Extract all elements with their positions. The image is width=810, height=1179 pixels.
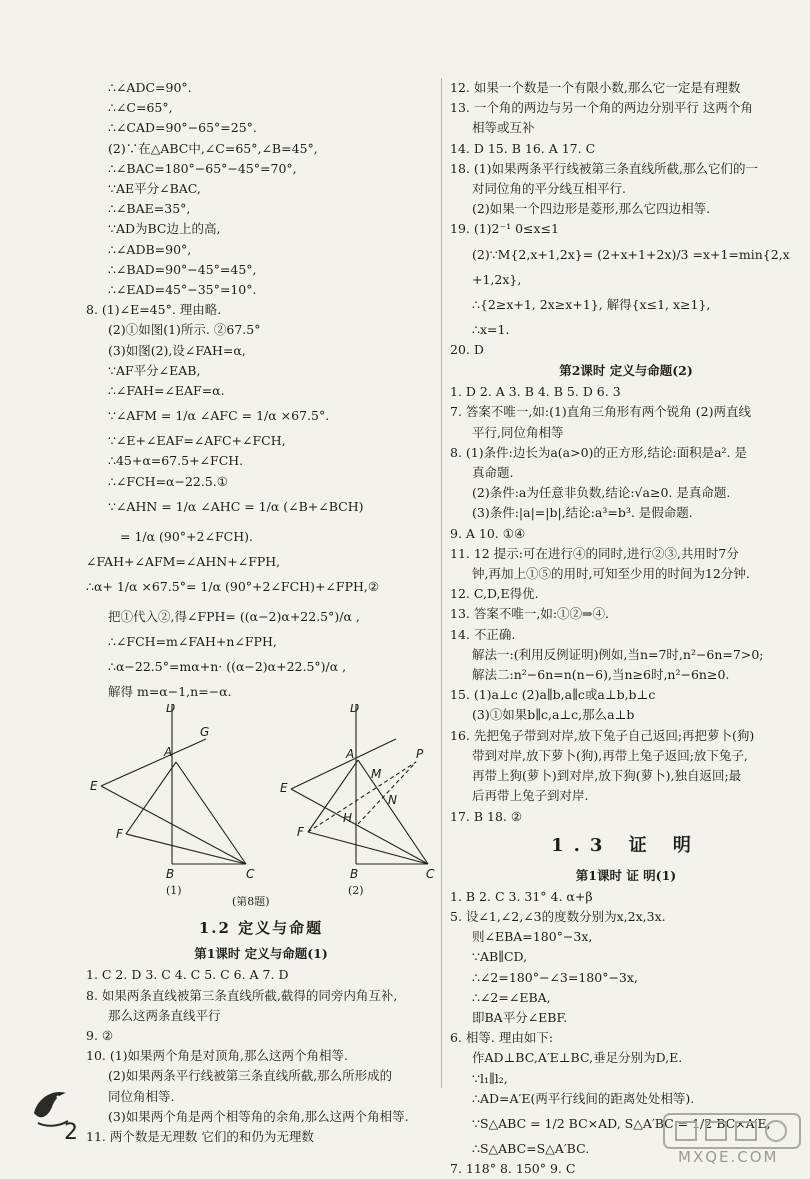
text-line: (3)如果两个角是两个相等角的余角,那么这两个角相等. [108,1108,409,1124]
text-line: 16. 先把兔子带到对岸,放下兔子自己返回;再把萝卜(狗) [450,727,755,743]
fig1-line-ec [101,786,246,864]
text-line: 5. 设∠1,∠2,∠3的度数分别为x,2x,3x. [450,908,666,924]
text-line: 解法二:n²−6n=n(n−6),当n≥6时,n²−6n≥0. [472,667,730,683]
text-line: ∴∠BAD=90°−45°=45°, [108,261,257,277]
fig-label: N [388,793,397,808]
text-line: ∴∠FCH=α−22.5.① [108,473,228,489]
text-line: ∴S△ABC=S△A′BC. [472,1140,590,1156]
watermark-text: MXQE.COM [678,1148,779,1166]
text-line: 解法一:(利用反例证明)例如,当n=7时,n²−6n=7>0; [472,646,764,662]
text-line: ∵AE平分∠BAC, [108,181,201,197]
text-line: (3)条件:|a|=|b|,结论:a³=b³. 是假命题. [472,505,693,521]
text-line: ∴x=1. [472,321,510,337]
text-line: 11. 两个数是无理数 它们的和仍为无理数 [86,1129,314,1145]
text-line: ∵AF平分∠EAB, [108,362,201,378]
fig-label: F [297,825,304,840]
text-line: ∠FAH+∠AFM=∠AHN+∠FPH, [86,553,281,569]
text-line: ∵S△ABC = 1/2 BC×AD, S△A′BC = 1/2 BC×A′E, [472,1115,771,1131]
fig-label: E [90,779,98,794]
text-line: 15. (1)a⊥c (2)a∥b,a∥c或a⊥b,b⊥c [450,687,656,703]
text-line: ∴∠C=65°, [108,100,173,116]
figure-8-svg [86,704,436,909]
fig-label: E [280,781,288,796]
section-title: 1.3 证 明 [551,834,701,856]
text-line: 8. 如果两条直线被第三条直线所截,截得的同旁内角互补, [86,987,398,1003]
text-line: ∴∠ADB=90°, [108,241,192,257]
fig-label: A [346,747,355,762]
text-line: 10. (1)如果两个角是对顶角,那么这两个角相等. [86,1048,349,1064]
text-line: (2)∵在△ABC中,∠C=65°,∠B=45°, [108,140,318,156]
text-line: ∵∠AFM = 1/α ∠AFC = 1/α ×67.5°. [108,408,330,424]
fig-label: B [166,867,175,882]
fig-label: F [116,827,123,842]
text-line: 平行,同位角相等 [472,424,564,440]
text-line: 那么这两条直线平行 [108,1007,221,1023]
text-line: 12. 如果一个数是一个有限小数,那么它一定是有理数 [450,80,741,95]
text-line: 14. 不正确. [450,626,516,642]
text-line: 11. 12 提示:可在进行④的同时,进行②③,共用时7分 [450,545,739,561]
text-line: ∵l₁∥l₂, [472,1070,508,1086]
text-line: 9. ② [86,1028,114,1044]
text-line: 8. (1)∠E=45°. 理由略. [86,302,222,318]
lesson-title: 第2课时 定义与命题(2) [559,363,693,379]
text-line: 把①代入②,得∠FPH= ((α−2)α+22.5°)/α , [108,609,360,625]
text-line: 6. 相等. 理由如下: [450,1030,554,1046]
text-line: +1,2x}, [472,271,522,287]
fig-label: H [343,811,353,826]
text-line: ∴∠2=∠EBA, [472,989,551,1005]
fig1-line-af [126,762,176,834]
text-line: 8. (1)条件:边长为a(a>0)的正方形,结论:面积是a². 是 [450,444,747,460]
figure-caption: (第8题) [232,895,270,909]
text-line: 带到对岸,放下萝卜(狗),再带上兔子返回;放下兔子, [472,747,748,763]
text-line: (2)条件:a为任意非负数,结论:√a≥0. 是真命题. [472,485,731,501]
column-divider [441,78,442,1088]
text-line: 真命题. [472,465,514,481]
fig-label: M [371,767,382,782]
fig-label: C [426,867,435,882]
text-line: ∴AD=A′E(两平行线间的距离处处相等). [472,1090,695,1106]
fig2-dashed-hp [358,762,416,824]
text-line: 对同位角的平分线互相平行. [472,181,626,197]
section-title: 1.2 定义与命题 [198,919,324,938]
text-line: 则∠EBA=180°−3x, [472,929,593,945]
text-line: ∴45+α=67.5+∠FCH. [108,453,244,469]
text-line: ∴∠FAH=∠EAF=α. [108,383,225,399]
text-line: ∴∠BAC=180°−65°−45°=70°, [108,160,297,176]
text-line: (2)①如图(1)所示. ②67.5° [108,322,261,338]
fig-label: C [246,867,255,882]
text-line: 即BA平分∠EBF. [472,1009,568,1025]
text-line: (3)如图(2),设∠FAH=α, [108,342,246,358]
page-number: 2 [64,1120,78,1145]
fig-label: G [200,725,210,740]
text-line: = 1/α (90°+2∠FCH). [120,528,253,544]
fig-label: (1) [166,884,182,898]
text-line: 1. D 2. A 3. B 4. B 5. D 6. 3 [450,384,621,400]
text-line: 18. (1)如果两条平行线被第三条直线所截,那么它们的一 [450,160,759,176]
text-line: ∴∠FCH=m∠FAH+n∠FPH, [108,634,277,650]
text-line: 13. 答案不唯一,如:①②⇒④. [450,606,609,622]
fig-label: A [164,745,173,760]
lesson-title: 第1课时 证 明(1) [575,867,677,883]
text-line: ∵AB∥CD, [472,949,528,965]
text-line: ∴{2≥x+1, 2x≥x+1}, 解得{x≤1, x≥1}, [472,296,711,312]
text-line: ∵∠AHN = 1/α ∠AHC = 1/α (∠B+∠BCH) [108,498,364,514]
text-line: 相等或互补 [472,120,535,136]
fig-label: (2) [348,884,364,898]
text-line: (3)①如果b∥c,a⊥c,那么a⊥b [472,707,635,723]
text-line: ∴α−22.5°=mα+n· ((α−2)α+22.5°)/α , [108,659,347,675]
text-line: ∴∠ADC=90°. [108,80,192,95]
text-line: 7. 答案不唯一,如:(1)直角三角形有两个锐角 (2)两直线 [450,404,751,420]
text-line: 再带上狗(萝卜)到对岸,放下狗(萝卜),独自返回;最 [472,768,742,784]
text-line: ∴α+ 1/α ×67.5°= 1/α (90°+2∠FCH)+∠FPH,② [86,579,380,595]
text-line: 同位角相等. [108,1088,175,1104]
text-line: ∵∠E+∠EAF=∠AFC+∠FCH, [108,433,286,449]
fig-label: B [350,867,359,882]
text-line: ∴∠2=180°−∠3=180°−3x, [472,969,638,985]
text-line: ∵AD为BC边上的高, [108,221,221,237]
right-column [450,78,802,1179]
fig-label: D [166,704,176,716]
text-line: ∴∠CAD=90°−65°=25°. [108,120,257,136]
text-line: (2)如果两条平行线被第三条直线所截,那么所形成的 [108,1068,393,1084]
text-line: (2)如果一个四边形是菱形,那么它四边相等. [472,201,711,217]
left-column [86,78,436,1147]
text-line: 12. C,D,E得优. [450,586,539,602]
text-line: 1. C 2. D 3. C 4. C 5. C 6. A 7. D [86,967,289,983]
text-line: 后再带上兔子到对岸. [472,788,589,804]
text-line: 17. B 18. ② [450,808,523,824]
text-line: (2)∵M{2,x+1,2x}= (2+x+1+2x)/3 =x+1=min{2,x [472,246,790,262]
fig-label: D [350,704,360,716]
text-line: 钟,再加上①⑤的用时,可知至少用的时间为12分钟. [472,566,750,582]
text-line: 7. 118° 8. 150° 9. C [450,1161,576,1177]
text-line: 20. D [450,342,484,358]
text-line: 13. 一个角的两边与另一个角的两边分别平行 这两个角 [450,100,753,116]
text-line: ∴∠BAE=35°, [108,201,191,217]
text-line: 作AD⊥BC,A′E⊥BC,垂足分别为D,E. [472,1050,683,1066]
text-line: 9. A 10. ①④ [450,525,526,541]
text-line: 14. D 15. B 16. A 17. C [450,140,596,156]
text-line: 1. B 2. C 3. 31° 4. α+β [450,888,593,904]
text-line: ∴∠EAD=45°−35°=10°. [108,282,257,298]
geometry-figures [86,704,436,909]
text-line: 解得 m=α−1,n=−α. [108,684,232,700]
fig1-line-ea [101,739,206,786]
fig-label: P [416,747,424,762]
text-line: 19. (1)2⁻¹ 0≤x≤1 [450,221,559,237]
lesson-title: 第1课时 定义与命题(1) [194,946,328,962]
